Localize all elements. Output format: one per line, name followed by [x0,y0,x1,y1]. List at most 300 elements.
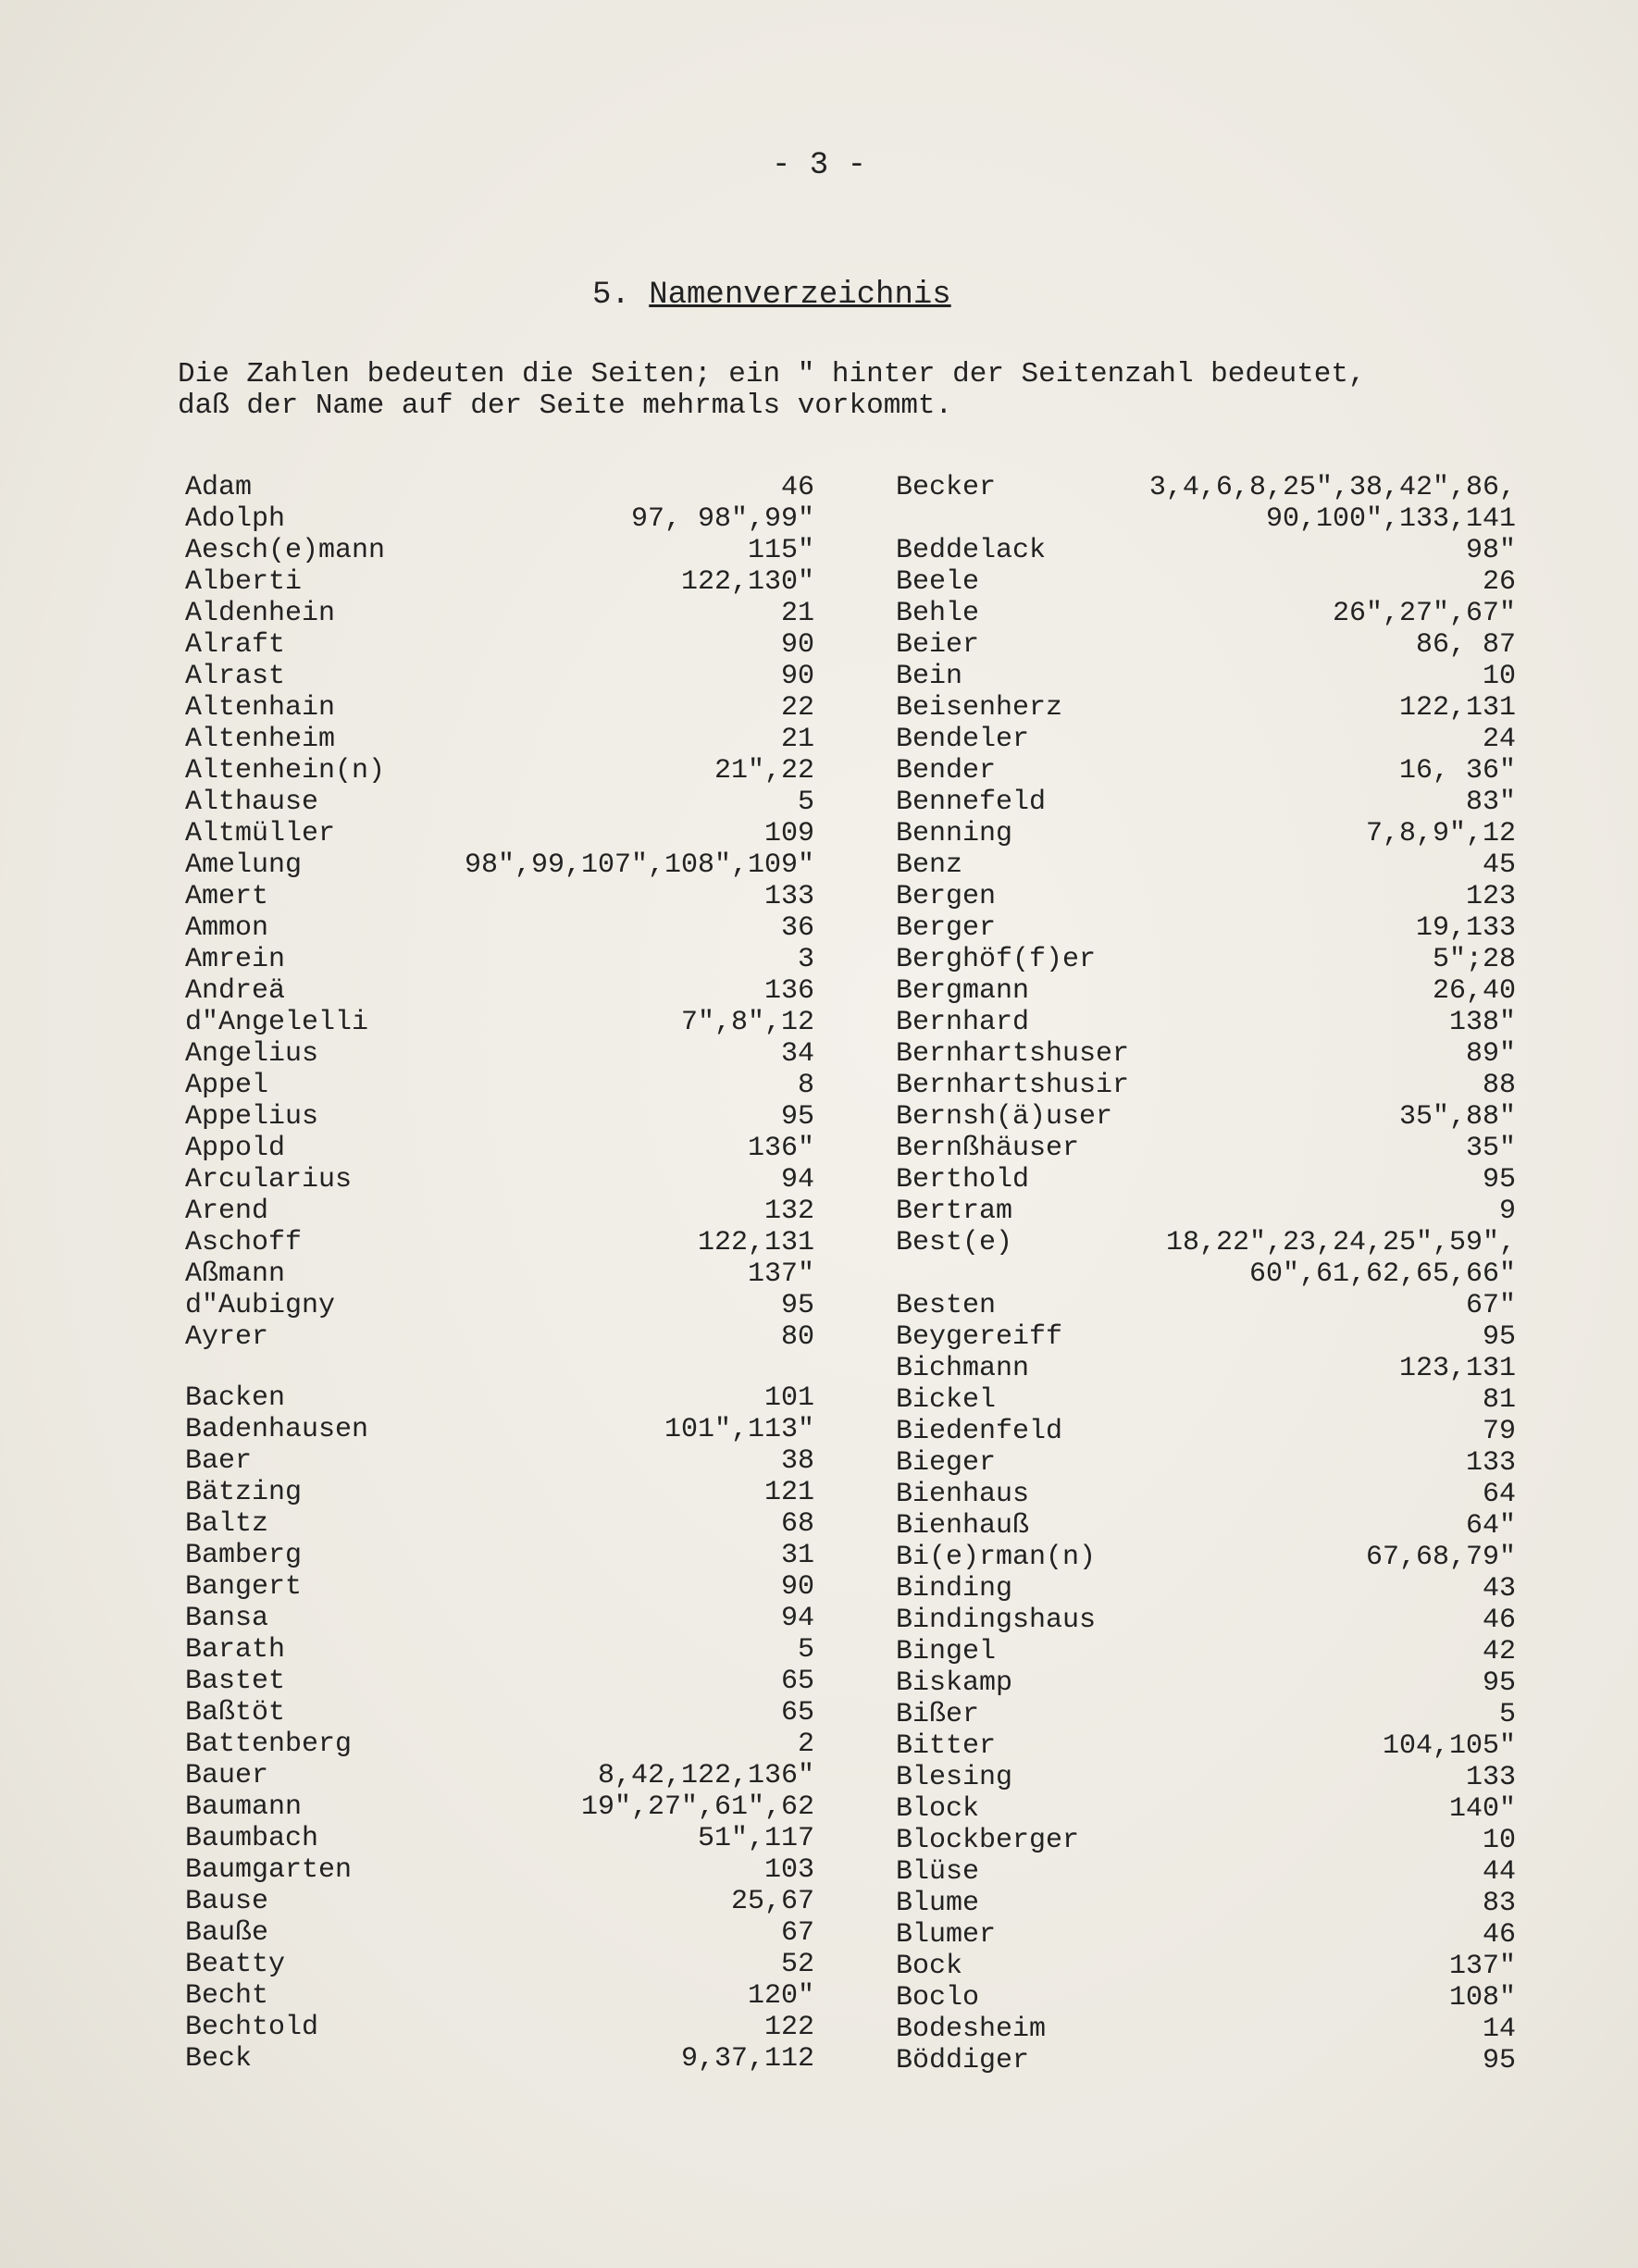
index-entry [896,944,1516,975]
entry-pages: 123,131 [1398,1353,1516,1384]
entry-name: Biedenfeld [896,1416,1063,1447]
index-entry [185,1508,814,1540]
entry-pages: 65 [780,1666,814,1697]
entry-name: Binding [896,1573,1013,1605]
entry-name: Baumbach [185,1823,319,1854]
entry-name: Blüse [896,1856,980,1888]
entry-pages: 24 [1482,724,1516,755]
entry-pages: 18,22",23,24,25",59", 60",61,62,65,66" [1165,1227,1516,1290]
index-entry [185,1290,814,1321]
index-entry [896,881,1516,912]
entry-name: Blockberger [896,1825,1080,1856]
index-entry [896,1038,1516,1070]
entry-pages: 38 [780,1445,814,1477]
entry-pages: 94 [780,1164,814,1196]
entry-pages: 19",27",61",62 [580,1791,814,1823]
entry-pages: 122,131 [1398,692,1516,724]
entry-name: Bodesheim [896,2014,1047,2045]
entry-name: Bernhartshuser [896,1038,1130,1070]
entry-name: Bienhauß [896,1510,1030,1542]
index-entry [185,1917,814,1949]
entry-name: Becht [185,1980,269,2012]
index-column-right [896,472,1516,2076]
entry-name: Bastet [185,1666,286,1697]
entry-name: Bätzing [185,1477,303,1508]
index-entry [896,692,1516,724]
entry-pages: 8,42,122,136" [597,1760,814,1791]
entry-name: Beygereiff [896,1321,1063,1353]
entry-name: Bitter [896,1730,997,1762]
entry-pages: 122 [763,2012,814,2043]
entry-name: Behle [896,598,980,629]
index-entry [896,1321,1516,1353]
entry-name: Badenhausen [185,1414,369,1445]
entry-pages: 67 [780,1917,814,1949]
entry-pages: 3 [797,944,814,975]
entry-pages: 14 [1482,2014,1516,2045]
entry-pages: 132 [763,1196,814,1227]
entry-name: Beisenherz [896,692,1063,724]
entry-name: Besten [896,1290,997,1321]
entry-pages: 44 [1482,1856,1516,1888]
index-column-left [185,472,814,2075]
entry-pages: 98" [1465,535,1516,566]
entry-name: Bernhard [896,1007,1030,1038]
index-entry [185,1603,814,1634]
entry-pages: 46 [1482,1919,1516,1951]
index-entry [185,1634,814,1666]
index-entry [896,975,1516,1007]
entry-pages: 137" [1448,1951,1516,1982]
index-entry [896,818,1516,849]
index-entry [896,1196,1516,1227]
index-entry [896,1133,1516,1164]
entry-pages: 52 [780,1949,814,1980]
entry-name: Baßtöt [185,1697,286,1729]
entry-name: Bechtold [185,2012,319,2043]
index-entry [896,1227,1516,1290]
entry-name: Alraft [185,629,286,661]
entry-pages: 95 [780,1101,814,1133]
entry-name: Bernsh(ä)user [896,1101,1113,1133]
index-entry [896,787,1516,818]
section-heading [592,278,951,313]
entry-pages: 21",22 [714,755,814,787]
entry-pages: 26",27",67" [1332,598,1516,629]
entry-pages: 88 [1482,1070,1516,1101]
entry-pages: 45 [1482,849,1516,881]
entry-pages: 68 [780,1508,814,1540]
entry-pages: 5 [797,1634,814,1666]
index-entry [185,1760,814,1791]
index-entry [185,755,814,787]
entry-pages: 95 [1482,1321,1516,1353]
index-entry [896,2045,1516,2076]
index-entry [185,566,814,598]
entry-pages: 83 [1482,1888,1516,1919]
entry-pages: 123 [1465,881,1516,912]
section-title: Namenverzeichnis [649,278,951,313]
entry-name: Aesch(e)mann [185,535,386,566]
entry-name: Altenhein(n) [185,755,386,787]
index-entry [185,1414,814,1445]
entry-name: Aschoff [185,1227,303,1258]
entry-pages: 97, 98",99" [630,503,814,535]
entry-pages: 35",88" [1398,1101,1516,1133]
index-entry [896,1353,1516,1384]
entry-pages: 90 [780,1571,814,1603]
entry-pages: 120" [747,1980,814,2012]
entry-pages: 51",117 [697,1823,814,1854]
entry-pages: 138" [1448,1007,1516,1038]
entry-pages: 65 [780,1697,814,1729]
index-entry [896,535,1516,566]
entry-name: Böddiger [896,2045,1030,2076]
entry-name: Arend [185,1196,269,1227]
index-entry [896,472,1516,535]
index-entry [896,1730,1516,1762]
index-entry [896,755,1516,787]
index-entry [896,1007,1516,1038]
entry-name: Biskamp [896,1667,1013,1699]
index-entry [185,1164,814,1196]
index-entry [185,944,814,975]
index-entry [896,1951,1516,1982]
index-entry [896,1888,1516,1919]
entry-pages: 103 [763,1854,814,1886]
entry-pages: 10 [1482,661,1516,692]
index-entry [185,787,814,818]
index-entry [185,1196,814,1227]
entry-pages: 133 [1465,1762,1516,1793]
index-entry [185,1823,814,1854]
index-entry [185,629,814,661]
index-entry [185,598,814,629]
index-entry [896,1605,1516,1636]
entry-pages: 81 [1482,1384,1516,1416]
index-entry [896,1164,1516,1196]
entry-name: Bendeler [896,724,1030,755]
entry-name: Beier [896,629,980,661]
entry-name: Bernßhäuser [896,1133,1080,1164]
entry-name: Bergen [896,881,997,912]
entry-name: Baumgarten [185,1854,353,1886]
entry-pages: 22 [780,692,814,724]
entry-name: Bauße [185,1917,269,1949]
entry-name: d"Aubigny [185,1290,336,1321]
entry-pages: 90 [780,629,814,661]
entry-pages: 95 [1482,2045,1516,2076]
index-entry [896,1416,1516,1447]
intro-text: Die Zahlen bedeuten die Seiten; ein " hinter der Seitenzahl bedeutet, daß der Name auf der Seite mehrmals vorkommt. [178,358,1366,422]
entry-name: Battenberg [185,1729,353,1760]
entry-name: Becker [896,472,997,503]
entry-pages: 101 [763,1382,814,1414]
entry-name: Bichmann [896,1353,1030,1384]
entry-name: Altmüller [185,818,336,849]
entry-pages: 46 [780,472,814,503]
index-entry [896,724,1516,755]
entry-pages: 46 [1482,1605,1516,1636]
entry-name: Bieger [896,1447,997,1479]
index-entry [185,849,814,881]
index-entry [185,1729,814,1760]
entry-name: Beatty [185,1949,286,1980]
index-entry [896,598,1516,629]
entry-name: Andreä [185,975,286,1007]
entry-name: Amrein [185,944,286,975]
index-entry [185,472,814,503]
index-entry [185,1540,814,1571]
entry-pages: 26 [1482,566,1516,598]
index-entry [896,1825,1516,1856]
index-entry [185,503,814,535]
index-entry [185,692,814,724]
index-entry [185,1854,814,1886]
entry-name: Bangert [185,1571,303,1603]
entry-pages: 16, 36" [1398,755,1516,787]
entry-name: Bickel [896,1384,997,1416]
index-entry [896,566,1516,598]
index-entry [185,1133,814,1164]
entry-pages: 10 [1482,1825,1516,1856]
entry-name: Berghöf(f)er [896,944,1097,975]
index-entry [185,1321,814,1353]
index-entry [896,1290,1516,1321]
entry-pages: 104,105" [1382,1730,1516,1762]
entry-name: Blume [896,1888,980,1919]
index-entry [896,1699,1516,1730]
entry-pages: 136 [763,975,814,1007]
entry-name: Bertram [896,1196,1013,1227]
entry-pages: 67" [1465,1290,1516,1321]
entry-pages: 5";28 [1432,944,1516,975]
entry-pages: 121 [763,1477,814,1508]
entry-pages: 9 [1498,1196,1516,1227]
entry-pages: 43 [1482,1573,1516,1605]
entry-name: Bause [185,1886,269,1917]
entry-name: Bansa [185,1603,269,1634]
index-entry [896,1479,1516,1510]
index-entry [896,1510,1516,1542]
index-entry [185,1070,814,1101]
index-entry [185,818,814,849]
entry-name: Backen [185,1382,286,1414]
entry-pages: 115" [747,535,814,566]
index-entry [185,1101,814,1133]
entry-pages: 95 [1482,1667,1516,1699]
entry-pages: 5 [1498,1699,1516,1730]
index-entry [185,1886,814,1917]
index-entry [185,2043,814,2075]
index-entry [185,1791,814,1823]
entry-pages: 21 [780,724,814,755]
entry-pages: 34 [780,1038,814,1070]
entry-pages: 136" [747,1133,814,1164]
entry-name: Alrast [185,661,286,692]
entry-name: Bi(e)rman(n) [896,1542,1097,1573]
entry-name: Ayrer [185,1321,269,1353]
index-entry [896,1919,1516,1951]
index-entry [896,1636,1516,1667]
entry-name: Boclo [896,1982,980,2014]
entry-name: Best(e) [896,1227,1013,1258]
index-entry [185,1445,814,1477]
index-entry [185,1949,814,1980]
entry-pages: 86, 87 [1415,629,1516,661]
entry-name: Bender [896,755,997,787]
index-entry [896,1542,1516,1573]
entry-pages: 108" [1448,1982,1516,2014]
entry-pages: 64" [1465,1510,1516,1542]
entry-name: Bingel [896,1636,997,1667]
index-entry [185,1007,814,1038]
entry-name: Amelung [185,849,303,881]
entry-pages: 83" [1465,787,1516,818]
entry-name: Angelius [185,1038,319,1070]
entry-pages: 94 [780,1603,814,1634]
entry-pages: 25,67 [730,1886,814,1917]
entry-name: Adam [185,472,253,503]
index-entry [185,1038,814,1070]
entry-pages: 26,40 [1432,975,1516,1007]
index-entry [185,535,814,566]
entry-pages: 7,8,9",12 [1365,818,1516,849]
entry-pages: 89" [1465,1038,1516,1070]
entry-name: Arcularius [185,1164,353,1196]
index-entry [896,849,1516,881]
entry-pages: 133 [763,881,814,912]
index-entry [896,1101,1516,1133]
entry-name: Aldenhein [185,598,336,629]
entry-name: Bauer [185,1760,269,1791]
index-entry [896,2014,1516,2045]
entry-name: Ammon [185,912,269,944]
section-number: 5. [592,278,630,313]
entry-pages: 109 [763,818,814,849]
index-entry [185,661,814,692]
entry-name: Bennefeld [896,787,1047,818]
entry-pages: 133 [1465,1447,1516,1479]
entry-name: Altenheim [185,724,336,755]
entry-pages: 2 [797,1729,814,1760]
entry-pages: 98",99,107",108",109" [464,849,814,881]
index-entry [896,1667,1516,1699]
index-entry [185,881,814,912]
entry-name: Bienhaus [896,1479,1030,1510]
entry-name: Berger [896,912,997,944]
entry-pages: 19,133 [1415,912,1516,944]
index-entry [185,2012,814,2043]
entry-name: Appelius [185,1101,319,1133]
index-entry [185,724,814,755]
entry-name: Appold [185,1133,286,1164]
index-entry [896,1070,1516,1101]
entry-name: Amert [185,881,269,912]
entry-pages: 90 [780,661,814,692]
index-entry [896,1793,1516,1825]
index-entry [185,1697,814,1729]
index-entry [185,912,814,944]
index-entry [896,629,1516,661]
entry-pages: 3,4,6,8,25",38,42",86, 90,100",133,141 [1148,472,1516,535]
entry-pages: 80 [780,1321,814,1353]
index-entry [185,975,814,1007]
entry-pages: 42 [1482,1636,1516,1667]
entry-name: Bindingshaus [896,1605,1097,1636]
index-entry [896,1447,1516,1479]
index-entry [896,912,1516,944]
entry-name: Althause [185,787,319,818]
entry-name: Beele [896,566,980,598]
entry-pages: 140" [1448,1793,1516,1825]
entry-name: Aßmann [185,1258,286,1290]
entry-name: Baer [185,1445,253,1477]
entry-name: Bißer [896,1699,980,1730]
entry-pages: 95 [1482,1164,1516,1196]
index-entry [185,1477,814,1508]
index-entry [896,1982,1516,2014]
index-entry [896,1856,1516,1888]
index-entry [896,661,1516,692]
page-number: - 3 - [771,148,867,183]
entry-name: Alberti [185,566,303,598]
entry-name: Block [896,1793,980,1825]
index-entry [185,1227,814,1258]
entry-name: Baumann [185,1791,303,1823]
entry-pages: 36 [780,912,814,944]
entry-pages: 95 [780,1290,814,1321]
entry-name: Blesing [896,1762,1013,1793]
entry-name: Appel [185,1070,269,1101]
entry-name: Blumer [896,1919,997,1951]
entry-name: Benning [896,818,1013,849]
entry-name: Berthold [896,1164,1030,1196]
entry-pages: 35" [1465,1133,1516,1164]
entry-pages: 8 [797,1070,814,1101]
entry-name: Barath [185,1634,286,1666]
entry-pages: 122,130" [680,566,814,598]
entry-pages: 67,68,79" [1365,1542,1516,1573]
entry-name: Bein [896,661,963,692]
entry-pages: 31 [780,1540,814,1571]
index-entry [896,1573,1516,1605]
index-entry [896,1384,1516,1416]
entry-name: Bock [896,1951,963,1982]
entry-name: Bamberg [185,1540,303,1571]
entry-pages: 79 [1482,1416,1516,1447]
index-entry [185,1980,814,2012]
entry-name: Adolph [185,503,286,535]
entry-name: Beck [185,2043,253,2075]
entry-name: Beddelack [896,535,1047,566]
index-entry [185,1571,814,1603]
entry-pages: 9,37,112 [680,2043,814,2075]
entry-name: Baltz [185,1508,269,1540]
entry-name: Bergmann [896,975,1030,1007]
entry-pages: 5 [797,787,814,818]
index-entry [896,1762,1516,1793]
index-entry [185,1666,814,1697]
entry-name: Benz [896,849,963,881]
index-entry [185,1382,814,1414]
entry-pages: 7",8",12 [680,1007,814,1038]
entry-pages: 64 [1482,1479,1516,1510]
entry-name: d"Angelelli [185,1007,369,1038]
entry-pages: 101",113" [664,1414,814,1445]
entry-pages: 21 [780,598,814,629]
index-entry [185,1258,814,1290]
